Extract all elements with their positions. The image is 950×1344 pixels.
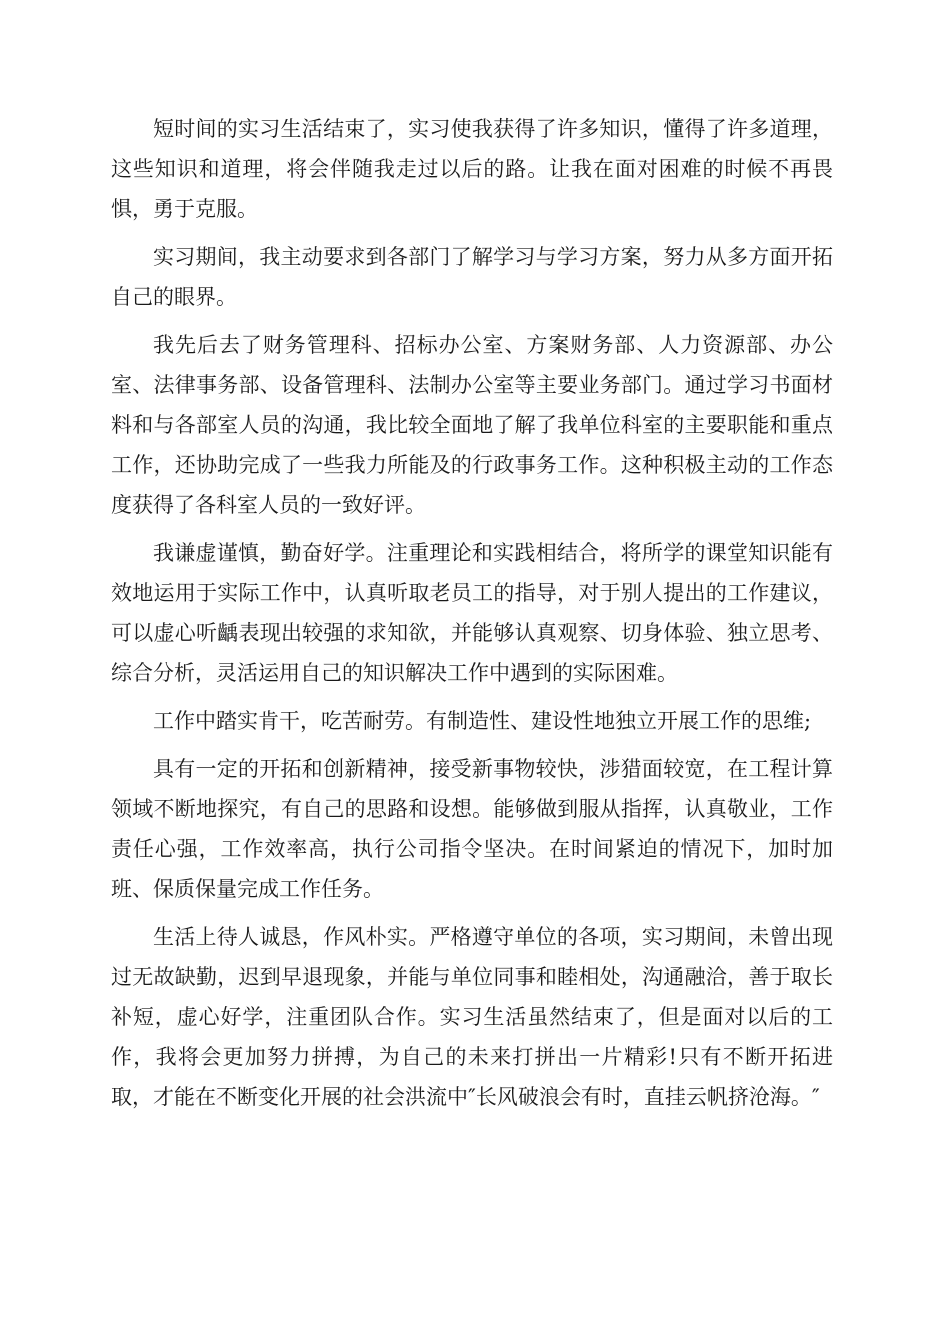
paragraph: 生活上待人诚恳，作风朴实。严格遵守单位的各项，实习期间，未曾出现过无故缺勤，迟到早退现象，并能与单位同事和睦相处，沟通融洽，善于取长补短，虚心好学，注重团队合作。实习生活虽然结束了，但是面对以后的工作，我将会更加努力拼搏，为自己的未来打拼出一片精彩!只有不断开拓进取，才能在不断变化开展的社会洪流中″长风破浪会有时，直挂云帆挤沧海。″	[111, 925, 833, 1109]
paragraph: 工作中踏实肯干，吃苦耐劳。有制造性、建设性地独立开展工作的思维;	[153, 709, 812, 733]
paragraph: 实习期间，我主动要求到各部门了解学习与学习方案，努力从多方面开拓自己的眼界。	[111, 245, 833, 309]
paragraph: 具有一定的开拓和创新精神，接受新事物较快，涉猎面较宽，在工程计算领域不断地探究，有自己的思路和设想。能够做到服从指挥，认真敬业，工作责任心强，工作效率高，执行公司指令坚决。在时间紧迫的情况下，加时加班、保质保量完成工作任务。	[111, 757, 833, 901]
document-body	[111, 109, 833, 1125]
paragraph: 我谦虚谨慎，勤奋好学。注重理论和实践相结合，将所学的课堂知识能有效地运用于实际工作中，认真听取老员工的指导，对于别人提出的工作建议，可以虚心听齲表现出较强的求知欲，并能够认真观察、切身体验、独立思考、综合分析，灵活运用自己的知识解决工作中遇到的实际困难。	[111, 541, 833, 685]
paragraph: 短时间的实习生活结束了，实习使我获得了许多知识，懂得了许多道理，这些知识和道理，将会伴随我走过以后的路。让我在面对困难的时候不再畏惧，勇于克服。	[111, 117, 833, 221]
paragraph: 我先后去了财务管理科、招标办公室、方案财务部、人力资源部、办公室、法律事务部、设备管理科、法制办公室等主要业务部门。通过学习书面材料和与各部室人员的沟通，我比较全面地了解了我单位科室的主要职能和重点工作，还协助完成了一些我力所能及的行政事务工作。这种积极主动的工作态度获得了各科室人员的一致好评。	[111, 333, 833, 517]
